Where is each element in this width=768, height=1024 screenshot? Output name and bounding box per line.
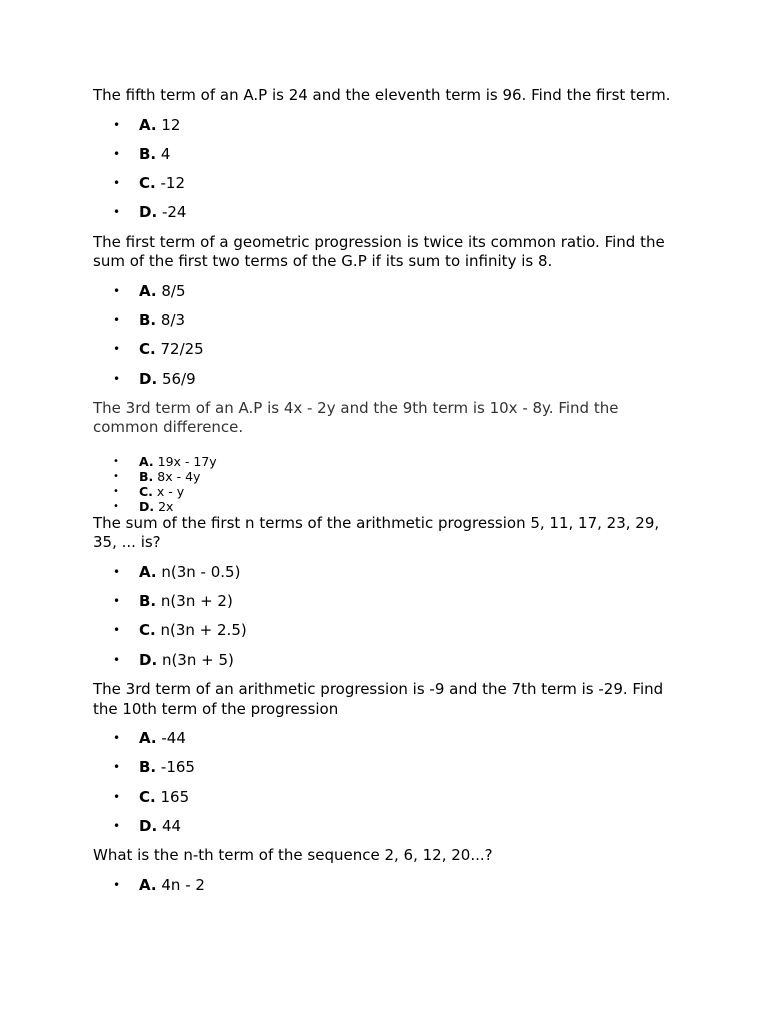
question-text: The 3rd term of an A.P is 4x - 2y and the 9th term is 10x - 8y. Find the common difference. (93, 398, 619, 437)
option-letter: A. (139, 453, 154, 469)
question-block (93, 680, 683, 836)
option-letter: D. (139, 498, 155, 514)
option-item (93, 817, 683, 836)
options-list (93, 282, 683, 389)
option-value: n(3n - 0.5) (161, 562, 241, 581)
option-item (93, 499, 683, 514)
options-list (93, 563, 683, 670)
option-item (93, 282, 683, 301)
option-letter: C. (139, 174, 156, 193)
option-value: n(3n + 5) (161, 650, 234, 669)
option-letter: A. (139, 115, 157, 134)
option-letter: B. (139, 468, 154, 484)
option-value: -44 (161, 729, 186, 748)
option-value: x - y (156, 483, 185, 499)
option-letter: B. (139, 758, 157, 777)
option-value: 4 (160, 144, 171, 163)
option-letter: B. (139, 144, 157, 163)
question-block (93, 399, 683, 514)
question-text: The sum of the first n terms of the arithmetic progression 5, 11, 17, 23, 29, 35, ... is? (93, 513, 660, 552)
option-value: 12 (161, 115, 181, 134)
option-value: -24 (161, 203, 187, 222)
option-letter: C. (139, 483, 153, 499)
option-letter: D. (139, 203, 158, 222)
option-item (93, 876, 683, 895)
document-page (93, 86, 683, 905)
option-letter: D. (139, 650, 158, 669)
question-block (93, 846, 683, 895)
option-value: n(3n + 2) (160, 592, 233, 611)
option-letter: D. (139, 816, 158, 835)
question-text: The fifth term of an A.P is 24 and the eleventh term is 96. Find the first term. (93, 86, 671, 104)
option-value: 19x - 17y (157, 453, 217, 469)
option-item (93, 563, 683, 582)
option-value: 8/3 (160, 310, 186, 329)
option-item (93, 370, 683, 389)
option-value: 8/5 (161, 281, 186, 300)
options-list (93, 116, 683, 223)
option-value: 8x - 4y (157, 468, 201, 484)
option-value: 2x (158, 498, 174, 514)
option-item (93, 651, 683, 670)
question-text: The 3rd term of an arithmetic progression is -9 and the 7th term is -29. Find the 10th term of the progression (93, 680, 664, 718)
option-letter: B. (139, 310, 157, 329)
option-letter: C. (139, 340, 156, 359)
option-item (93, 116, 683, 135)
option-letter: B. (139, 592, 157, 611)
option-value: n(3n + 2.5) (160, 621, 247, 640)
option-item (93, 592, 683, 611)
option-item (93, 454, 683, 469)
option-letter: A. (139, 281, 157, 300)
option-item (93, 788, 683, 807)
options-list (93, 876, 683, 895)
option-value: 4n - 2 (161, 875, 205, 894)
option-letter: A. (139, 562, 157, 581)
option-item (93, 758, 683, 777)
option-value: 44 (161, 816, 182, 835)
option-item (93, 729, 683, 748)
question-text: The first term of a geometric progression is twice its common ratio. Find the sum of the first two terms of the G.P if its sum to infinity is 8. (93, 232, 665, 271)
option-value: 72/25 (160, 340, 204, 359)
option-item (93, 174, 683, 193)
option-letter: C. (139, 621, 156, 640)
option-letter: A. (139, 729, 157, 748)
option-item (93, 311, 683, 330)
option-item (93, 340, 683, 359)
option-item (93, 484, 683, 499)
option-item (93, 203, 683, 222)
question-block (93, 86, 683, 222)
option-item (93, 621, 683, 640)
option-value: 56/9 (161, 369, 196, 388)
option-value: -165 (160, 758, 195, 777)
question-block (93, 233, 683, 389)
options-list (93, 729, 683, 836)
option-letter: A. (139, 875, 157, 894)
option-value: 165 (160, 787, 190, 806)
option-letter: D. (139, 369, 158, 388)
option-letter: C. (139, 787, 156, 806)
option-item (93, 145, 683, 164)
question-block (93, 514, 683, 670)
question-text: What is the n-th term of the sequence 2, 6, 12, 20...? (93, 846, 493, 865)
options-list (93, 454, 683, 514)
option-value: -12 (160, 174, 185, 193)
option-item (93, 469, 683, 484)
